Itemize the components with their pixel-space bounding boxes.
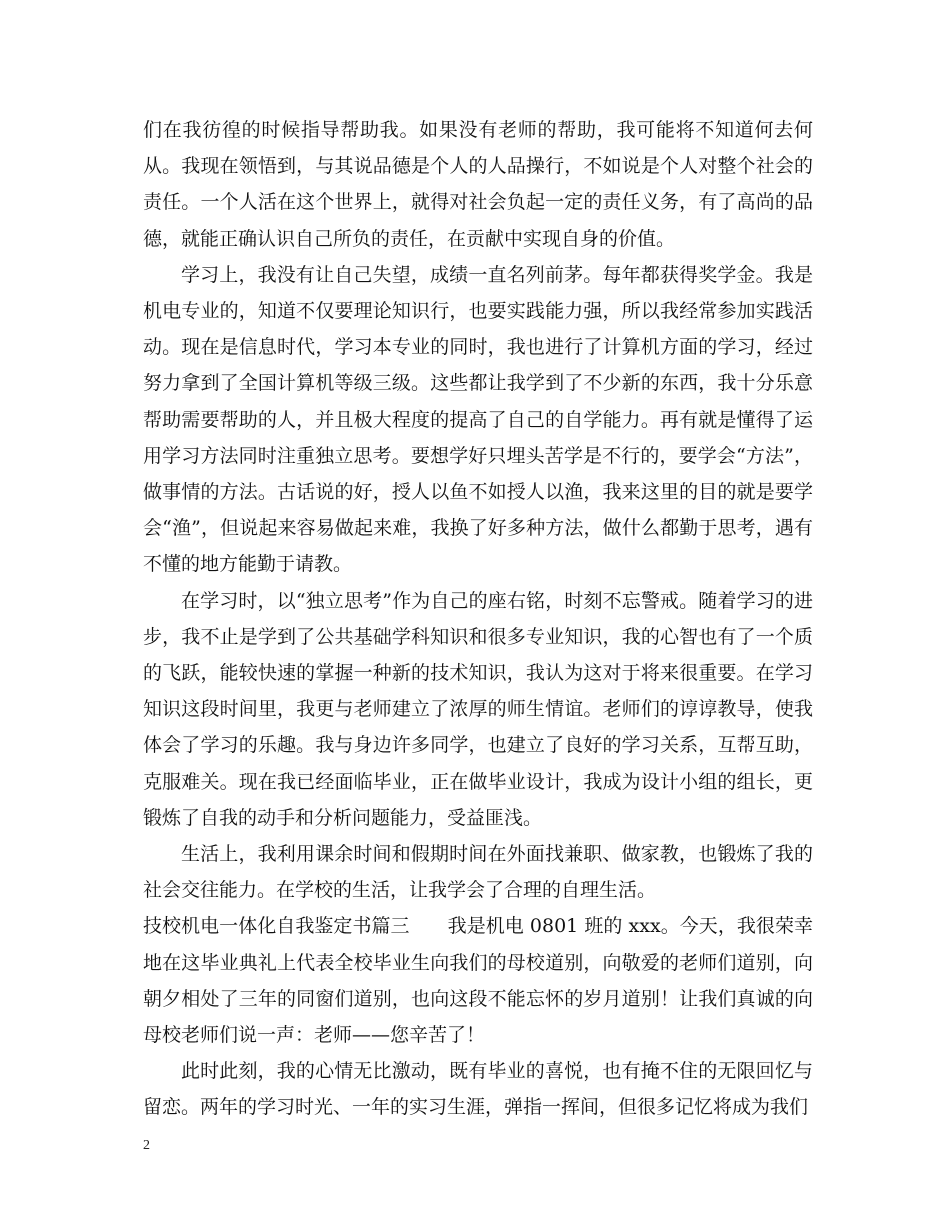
paragraph-6: 此时此刻，我的心情无比激动，既有毕业的喜悦，也有掩不住的无限回忆与留恋。两年的学习时光、一年的实习生涯，弹指一挥间，但很多记忆将成为我们 [143, 1060, 813, 1119]
paragraph-4: 生活上，我利用课余时间和假期时间在外面找兼职、做家教，也锻炼了我的社会交往能力。在学校的生活，让我学会了合理的自理生活。 [143, 843, 813, 902]
page-number: 2 [143, 1138, 150, 1153]
paragraph-1: 们在我彷徨的时候指导帮助我。如果没有老师的帮助，我可能将不知道何去何从。我现在领悟到，与其说品德是个人的人品操行，不如说是个人对整个社会的责任。一个人活在这个世界上，就得对社会负起一定的责任义务，有了高尚的品德，就能正确认识自己所负的责任，在贡献中实现自身的价值。 [143, 119, 813, 250]
document-body [143, 112, 813, 1126]
paragraph-2: 学习上，我没有让自己失望，成绩一直名列前茅。每年都获得奖学金。我是机电专业的，知道不仅要理论知识行，也要实践能力强，所以我经常参加实践活动。现在是信息时代，学习本专业的同时，我也进行了计算机方面的学习，经过努力拿到了全国计算机等级三级。这些都让我学到了不少新的东西，我十分乐意帮助需要帮助的人，并且极大程度的提高了自己的自学能力。再有就是懂得了运用学习方法同时注重独立思考。要想学好只埋头苦学是不行的，要学会“方法”，做事情的方法。古话说的好，授人以鱼不如授人以渔，我来这里的目的就是要学会“渔”，但说起来容易做起来难，我换了好多种方法，做什么都勤于思考，遇有不懂的地方能勤于请教。 [143, 263, 813, 576]
paragraph-5: 技校机电一体化自我鉴定书篇三 我是机电 0801 班的 xxx。今天，我很荣幸地在这毕业典礼上代表全校毕业生向我们的母校道别，向敬爱的老师们道别，向朝夕相处了三年的同窗们道别，也向这段不能忘怀的岁月道别！让我们真诚的向母校老师们说一声：老师——您辛苦了！ [143, 915, 813, 1047]
paragraph-3: 在学习时，以“独立思考”作为自己的座右铭，时刻不忘警戒。随着学习的进步，我不止是学到了公共基础学科知识和很多专业知识，我的心智也有了一个质的飞跃，能较快速的掌握一种新的技术知识，我认为这对于将来很重要。在学习知识这段时间里，我更与老师建立了浓厚的师生情谊。老师们的谆谆教导，使我体会了学习的乐趣。我与身边许多同学，也建立了良好的学习关系，互帮互助，克服难关。现在我已经面临毕业，正在做毕业设计，我成为设计小组的组长，更锻炼了自我的动手和分析问题能力，受益匪浅。 [143, 589, 813, 829]
